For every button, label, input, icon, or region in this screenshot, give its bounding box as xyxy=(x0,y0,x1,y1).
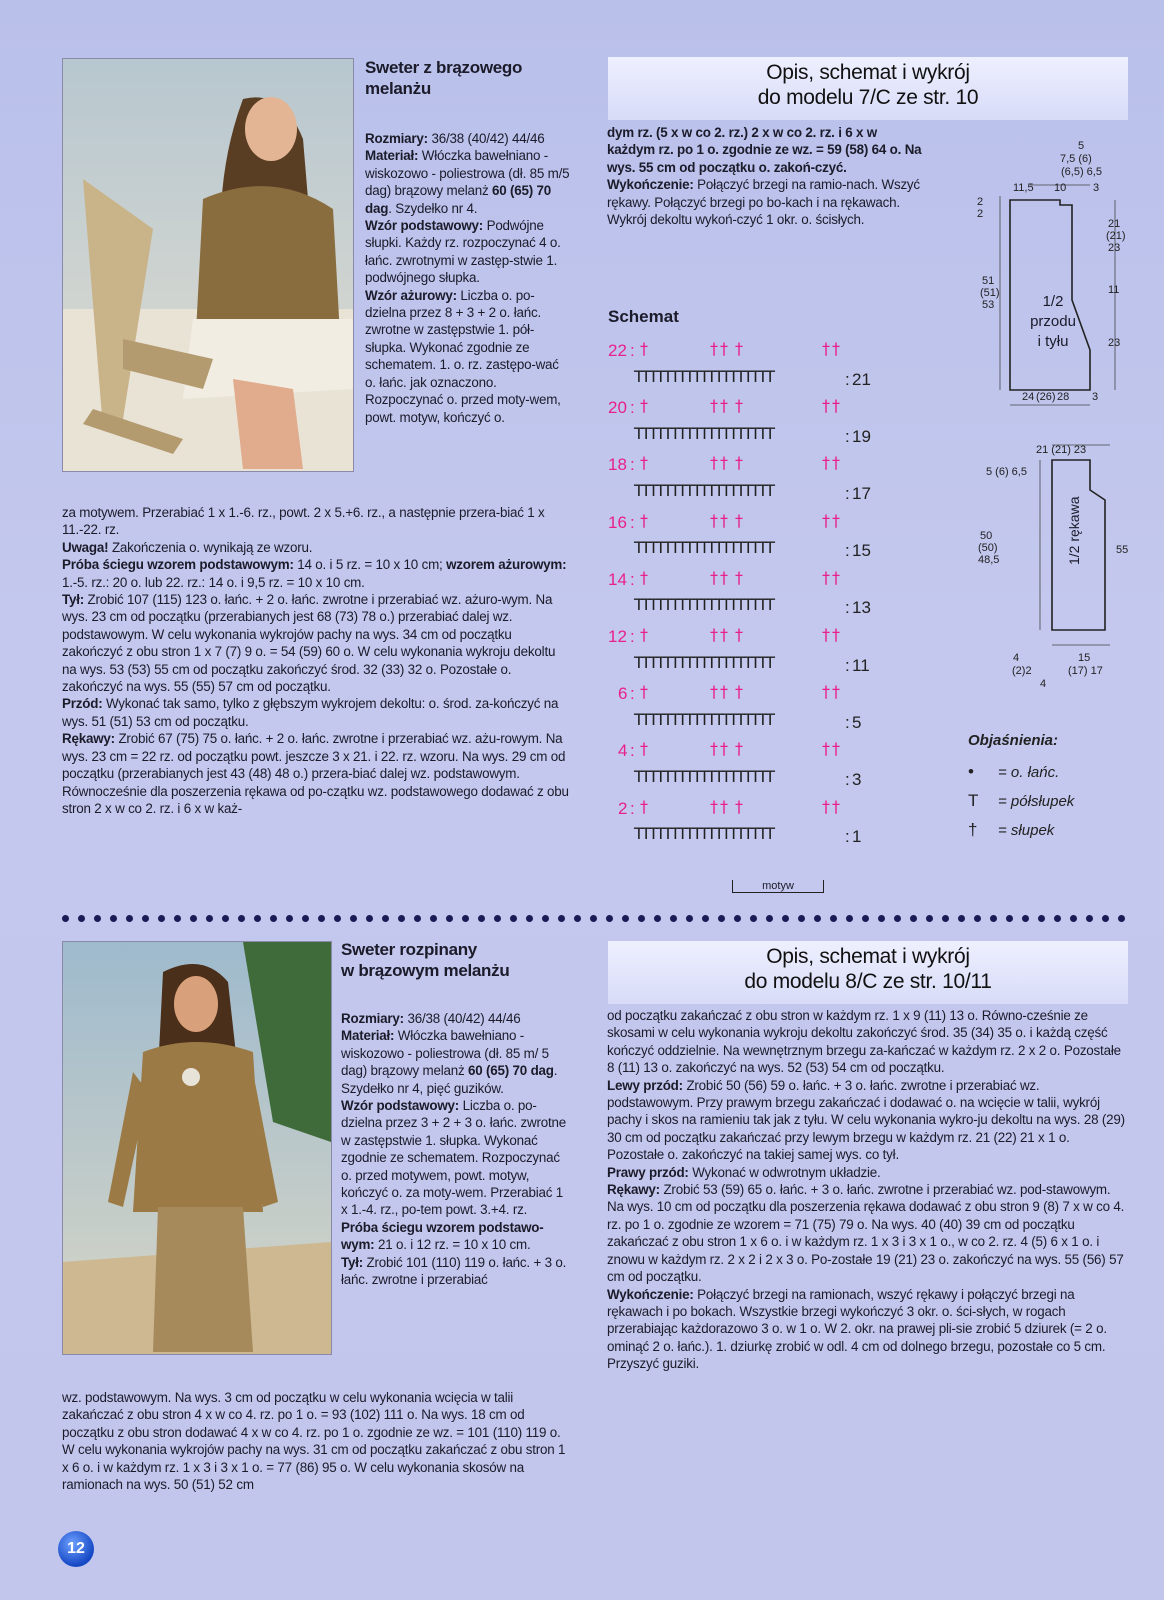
divider-dot xyxy=(846,915,853,922)
stitch-slupek-mark: † xyxy=(832,510,841,530)
bold-label: Prawy przód: xyxy=(607,1164,689,1180)
legend-symbol: • xyxy=(968,762,974,781)
diagram-top-num-4: 11,5 xyxy=(1013,182,1034,194)
divider-dot xyxy=(590,915,597,922)
divider-dot xyxy=(1006,915,1013,922)
divider-dot xyxy=(78,915,85,922)
divider-dot xyxy=(478,915,485,922)
stitch-slupek-mark: † xyxy=(720,339,729,358)
model-8-header-line2: do modelu 8/C ze str. 10/11 xyxy=(744,970,992,993)
divider-dot xyxy=(382,915,389,922)
stitch-slupek-mark: † xyxy=(710,453,719,473)
diagram-side-num-1: 51 xyxy=(982,275,995,287)
diagram-bottom-4: 3 xyxy=(1092,391,1099,403)
stitch-slupek-mark: † xyxy=(832,453,841,473)
schema-row-number: 14 xyxy=(608,569,627,589)
model-8-header-line1: Opis, schemat i wykrój xyxy=(766,945,970,968)
stitch-slupek-mark: † xyxy=(735,453,744,473)
divider-dot xyxy=(94,915,101,922)
m8narrow-paragraph xyxy=(341,1010,573,1027)
bold-label: 60 (65) 70 dag xyxy=(365,183,552,216)
legend-item xyxy=(968,758,1074,787)
stitch-slupek-mark: † xyxy=(640,396,649,416)
stitch-slupek-mark: † xyxy=(735,625,744,644)
schema-colon: : xyxy=(845,484,850,503)
model-8-header-box xyxy=(608,941,1128,1004)
divider-dot xyxy=(62,915,69,922)
schema-row-number: 21 xyxy=(852,369,871,389)
divider-dot xyxy=(798,915,805,922)
text-segment: za motywem. Przerabiać 1 x 1.-6. rz., powt. 2 x 5.+6. rz., a następnie przera-biać 1 x 11.-22. rz. xyxy=(62,505,545,538)
stitch-polslupek-row: TTTTTTTTTTTTTTTTTTT xyxy=(634,652,773,672)
stitch-slupek-mark: † xyxy=(822,339,831,358)
diagram-sleeve-label: 1/2 rękawa xyxy=(1066,496,1082,565)
legend-symbol: † xyxy=(968,820,978,839)
bold-label: Wzór podstawowy: xyxy=(365,218,484,234)
divider-dot xyxy=(318,915,325,922)
divider-dot xyxy=(350,915,357,922)
divider-dot xyxy=(142,915,149,922)
divider-dot xyxy=(494,915,501,922)
text-segment: 14 o. i 5 rz. = 10 x 10 cm; xyxy=(293,557,447,573)
divider-dot xyxy=(718,915,725,922)
stitch-slupek-mark: † xyxy=(710,339,719,358)
schema-row-number: 6 xyxy=(618,684,628,704)
m8narrow-paragraph xyxy=(341,1097,573,1219)
schema-colon: : xyxy=(630,741,635,761)
divider-dot xyxy=(542,915,549,922)
bold-label: Rękawy: xyxy=(607,1182,660,1198)
diagram-bottom-1: 24 xyxy=(1022,391,1035,403)
divider-dot xyxy=(1070,915,1077,922)
m8right-paragraph xyxy=(607,1181,1129,1285)
divider-dot xyxy=(414,915,421,922)
stitch-polslupek-row: TTTTTTTTTTTTTTTTTTT xyxy=(634,481,773,500)
section-divider xyxy=(62,915,1132,922)
text-segment: Zrobić 67 (75) 75 o. łańc. + 2 o. łańc. zwrotne i przerabiać wz. ażu-rowym. Na wys. 23 cm = 22 rz. od początku powt. jeszcze 3 x 21. i 22. rz. wzoru. Na wys. 29 cm od początku (przerabianych jest 43 (48) 48 o.) przera-biać dalej wz. podstawowym. Równocześnie dla poszerzenia rękawa od po-czątku wz. podstawowego dodawać z obu stron 2 x w co 2. rz. i 6 x w każ- xyxy=(62,731,569,816)
text-segment: Zrobić 101 (110) 119 o. łańc. + 3 o. łańc. zwrotne i przerabiać xyxy=(341,1254,567,1288)
stitch-slupek-mark: † xyxy=(832,625,841,644)
stitch-slupek-mark: † xyxy=(720,682,729,702)
stitch-slupek-mark: † xyxy=(832,339,841,358)
m8narrow-paragraph xyxy=(341,1027,573,1097)
divider-dot xyxy=(878,915,885,922)
diagram-bottom-2: (26) xyxy=(1036,391,1056,403)
schema-colon: : xyxy=(845,598,850,618)
divider-dot xyxy=(238,915,245,922)
divider-dot xyxy=(302,915,309,922)
stitch-slupek-mark: † xyxy=(640,510,649,530)
text-segment: 21 o. i 12 rz. = 10 x 10 cm. xyxy=(374,1237,531,1253)
model-8-wide-text: wz. podstawowym. Na wys. 3 cm od początku w celu wykonania wcięcia w talii zakańczać z obu stron 4 x w co 4. rz. po 1 o. = 93 (102) 111 o. Na wys. 18 cm od początku z obu stron dodawać 4 x w co 4. rz. po 1 o. zgodnie ze wz. = 101 (110) 119 o. W celu wykonania wykrojów pachy na wys. 31 cm od początku zakańczać z obu stron 1 x 6 o. i w każdym rz. 1 x 3 i 3 x 1 o. = 77 (86) 95 o. W celu wykonania skosów na ramionach na wys. 50 (51) 52 cm xyxy=(62,1390,566,1493)
stitch-slupek-mark: † xyxy=(822,796,831,816)
m8right-paragraph xyxy=(607,1164,1129,1181)
legend-text: = słupek xyxy=(998,822,1055,839)
diagram-sleeve-bottom-1: 4 xyxy=(1013,652,1020,664)
text-segment: Połączyć brzegi na ramionach, wszyć rękawy i połączyć brzegi na rękawach i po bokach. Wszystkie brzegi wykończyć 3 okr. o. ści-słych, w rogach przerabiając każdorazowo 3 o. w 1 o. W 2. okr. na prawej pli-sie zrobić 5 dziurek (= 2 o. ominąć 2 o. łańc.). 1. dziurkę zrobić w odl. 4 cm od dolnego brzegu, pozostałe co 5 cm. Przyszyć guziki. xyxy=(607,1286,1107,1372)
text-segment: Włóczka bawełniano - wiskozowo - poliestrowa (dł. 85 m/ 5 dag) brązowy melanż xyxy=(341,1028,549,1079)
diagram-sleeve-bottom-5: 4 xyxy=(1040,678,1047,690)
divider-dot xyxy=(1054,915,1061,922)
schema-colon: : xyxy=(845,712,850,732)
stitch-polslupek-row: TTTTTTTTTTTTTTTTTTT xyxy=(634,366,773,386)
divider-dot xyxy=(670,915,677,922)
stitch-slupek-mark: † xyxy=(822,625,831,644)
stitch-slupek-mark: † xyxy=(710,796,719,816)
diagram-top-num-1: 5 xyxy=(1078,140,1085,152)
diagram-right-num-3: 23 xyxy=(1108,242,1121,254)
divider-dot xyxy=(830,915,837,922)
stitch-slupek-mark: † xyxy=(735,739,744,759)
stitch-slupek-mark: † xyxy=(822,510,831,530)
stitch-slupek-mark: † xyxy=(720,510,729,530)
text-segment: Zrobić 53 (59) 65 o. łańc. + 3 o. łańc. zwrotne i przerabiać wz. pod-stawowym. Na wys. 10 cm od początku dla poszerzenia rękawa dodawać z obu stron 9 (8) 7 x w co 4. rz. po 1 o. zgodnie ze wzorem = 71 (75) 79 o. Na wys. 40 (40) 39 cm od początku zakańczać z obu stron 1 x 6 o. i w każdym rz. 1 x 3 i 3 x 1 o., w co 2. rz. 4 (5) 6 x 1 o. i znowu w każdym rz. 2 x 2 i 2 x 3 o. Po-zostałe 19 (21) 23 o. zakończyć na wys. 55 (56) 57 cm od początku. xyxy=(607,1182,1125,1285)
text-segment: . Szydełko nr 4. xyxy=(388,200,478,216)
diagram-right-num-5: 23 xyxy=(1108,337,1121,349)
divider-dot xyxy=(254,915,261,922)
text-segment: 1.-5. rz.: 20 o. lub 22. rz.: 14 o. i 9,5 rz. = 10 x 10 cm. xyxy=(62,574,365,590)
stitch-slupek-mark: † xyxy=(720,567,729,587)
schema-colon: : xyxy=(630,798,635,818)
divider-dot xyxy=(462,915,469,922)
stitch-slupek-mark: † xyxy=(710,682,719,702)
bold-label: Próba ściegu wzorem podstawowym: xyxy=(62,557,294,573)
divider-dot xyxy=(686,915,693,922)
divider-dot xyxy=(942,915,949,922)
diagram-top-num-6: 3 xyxy=(1093,182,1100,194)
text-segment: 36/38 (40/42) 44/46 xyxy=(427,131,545,146)
stitch-polslupek-row: TTTTTTTTTTTTTTTTTTT xyxy=(634,423,773,443)
divider-dot xyxy=(270,915,277,922)
stitch-slupek-mark: † xyxy=(720,625,729,644)
stitch-slupek-mark: † xyxy=(822,453,831,473)
schema-colon: : xyxy=(630,627,635,646)
text-segment: Wykonać tak samo, tylko z głębszym wykrojem dekoltu: o. środ. za-kończyć na wys. 51 (51) 53 cm od początku. xyxy=(62,696,559,729)
diagram-sleeve-top: 21 (21) 23 xyxy=(1036,444,1087,456)
text-segment: Połączyć brzegi na ramio-nach. Wszyć rękawy. Połączyć brzegi po bo-kach i na rękawach. Wykrój dekoltu wykoń-czyć 1 okr. o. ścisłych. xyxy=(607,177,920,228)
diagram-side-num-3: 53 xyxy=(982,299,995,311)
text-segment: Podwójne słupki. Każdy rz. rozpoczynać 4 o. łańc. zwrotnymi w zastęp-stwie 1. podwójnego słupka. xyxy=(365,218,561,286)
stitch-slupek-mark: † xyxy=(822,682,831,702)
divider-dot xyxy=(174,915,181,922)
stitch-slupek-mark: † xyxy=(735,682,744,702)
diagram-sleeve-left: 5 (6) 6,5 xyxy=(986,466,1027,478)
divider-dot xyxy=(1102,915,1109,922)
bold-label: Wykończenie: xyxy=(607,1286,694,1302)
diagram-sleeve-side-2: (50) xyxy=(978,542,998,554)
diagram-right-num-2: (21) xyxy=(1106,230,1126,242)
m8narrow-paragraph xyxy=(341,1219,573,1254)
stitch-slupek-mark: † xyxy=(640,796,649,816)
stitch-slupek-mark: † xyxy=(710,567,719,587)
schema-colon: : xyxy=(845,770,850,789)
stitch-slupek-mark: † xyxy=(735,339,744,358)
stitch-slupek-mark: † xyxy=(640,739,649,759)
legend-item xyxy=(968,787,1074,816)
bold-label: Materiał: xyxy=(341,1028,395,1044)
model-7-title: Sweter z brązowego melanżu xyxy=(365,58,523,98)
m8right-paragraph xyxy=(607,1286,1129,1373)
text-segment: od początku zakańczać z obu stron w każdym rz. 1 x 9 (11) 13 o. Równo-cześnie ze skosami w celu wykonania wykroju dekoltu zakończyć środ. 35 (34) 35 o. i każdą część kończyć oddzielnie. Na wewnętrznym brzegu za-kańczać w każdym rz. 2 x 2 o. Pozostałe 8 (11) 13 o. zakończyć na wys. 52 (53) 54 cm od początku. xyxy=(607,1008,1121,1076)
text-segment: Wykonać w odwrotnym układzie. xyxy=(688,1164,881,1180)
divider-dot xyxy=(606,915,613,922)
schema-colon: : xyxy=(845,655,850,675)
divider-dot xyxy=(782,915,789,922)
stitch-slupek-mark: † xyxy=(710,739,719,759)
diagram-top-num-2: 7,5 (6) xyxy=(1060,153,1092,165)
front-label-line3: i tyłu xyxy=(1037,333,1069,350)
stitch-slupek-mark: † xyxy=(640,339,649,358)
divider-dot xyxy=(638,915,645,922)
stitch-slupek-mark: † xyxy=(720,796,729,816)
model-7-header-line2: do modelu 7/C ze str. 10 xyxy=(757,86,979,109)
schema-row-number: 12 xyxy=(608,627,627,646)
stitch-slupek-mark: † xyxy=(822,739,831,759)
legend-text: = o. łańc. xyxy=(998,764,1060,781)
divider-dot xyxy=(558,915,565,922)
legend-text: = półsłupek xyxy=(998,793,1075,810)
divider-dot xyxy=(190,915,197,922)
diagram-left-small-2: 2 xyxy=(977,208,984,220)
model-7-header-line1: Opis, schemat i wykrój xyxy=(766,61,970,84)
schema-row-number: 2 xyxy=(618,798,628,818)
text-segment: Zrobić 107 (115) 123 o. łańc. + 2 o. łańc. zwrotne i przerabiać wz. ażuro-wym. Na wys. 23 cm od początku (przerabianych jest 68 (73) 78 o.) przerabiać dalej wz. podstawowym. W celu wykonania wykrojów pachy na wys. 34 cm od początku zakończyć z obu stron 1 x 7 (7) 9 o. = 54 (59) 60 o. W celu wykonania wykroju dekoltu na wys. 53 (53) 55 cm od początku zakończyć środ. 32 (33) 32 o. Pozostałe o. zakończyć na wys. 55 (55) 57 cm od początku. xyxy=(62,592,556,695)
stitch-slupek-mark: † xyxy=(735,567,744,587)
diagram-right-num-1: 21 xyxy=(1108,218,1121,230)
schema-colon: : xyxy=(630,569,635,589)
m8right-paragraph xyxy=(607,1077,1129,1164)
schema-colon: : xyxy=(845,827,850,847)
model-8-title xyxy=(341,939,571,981)
divider-dot xyxy=(990,915,997,922)
divider-dot xyxy=(910,915,917,922)
stitch-slupek-mark: † xyxy=(735,396,744,416)
schema-row-number: 5 xyxy=(852,712,862,732)
m8narrow-paragraph xyxy=(341,1254,573,1289)
diagram-sleeve-bottom-3: (2)2 xyxy=(1012,665,1032,677)
divider-dot xyxy=(526,915,533,922)
divider-dot xyxy=(398,915,405,922)
stitch-slupek-mark: † xyxy=(640,567,649,587)
legend-symbol: T xyxy=(968,791,979,810)
divider-dot xyxy=(958,915,965,922)
model-8-narrow-column xyxy=(341,1010,573,1289)
stitch-slupek-mark: † xyxy=(640,625,649,644)
stitch-slupek-mark: † xyxy=(822,396,831,416)
text-segment: Włóczka bawełniano - wiskozowo - poliestrowa (dł. 85 m/5 dag) brązowy melanż xyxy=(365,148,570,199)
bold-label: Próba ściegu wzorem podstawo-wym: xyxy=(341,1219,544,1253)
legend xyxy=(968,758,1074,845)
schema-row-number: 1 xyxy=(852,827,862,847)
stitch-slupek-mark: † xyxy=(735,510,744,530)
diagram-sleeve-side-3: 48,5 xyxy=(978,554,1000,566)
divider-dot xyxy=(1038,915,1045,922)
divider-dot xyxy=(926,915,933,922)
schema-colon: : xyxy=(630,455,635,475)
divider-dot xyxy=(894,915,901,922)
divider-dot xyxy=(206,915,213,922)
divider-dot xyxy=(1022,915,1029,922)
bold-label: Lewy przód: xyxy=(607,1077,683,1093)
model-8-title-line1: Sweter rozpinany xyxy=(341,940,477,959)
stitch-slupek-mark: † xyxy=(735,796,744,816)
front-label-line2: przodu xyxy=(1030,313,1076,330)
page-number: 12 xyxy=(58,1531,94,1567)
stitch-slupek-mark: † xyxy=(832,796,841,816)
bold-label: 60 (65) 70 dag xyxy=(468,1063,554,1079)
stitch-slupek-mark: † xyxy=(832,396,841,416)
stitch-slupek-mark: † xyxy=(832,567,841,587)
stitch-slupek-mark: † xyxy=(710,396,719,416)
divider-dot xyxy=(366,915,373,922)
divider-dot xyxy=(766,915,773,922)
m8right-paragraph xyxy=(607,1007,1129,1077)
bold-label: Uwaga! xyxy=(62,539,109,555)
model-8-title-line2: w brązowym melanżu xyxy=(341,961,510,980)
stitch-slupek-mark: † xyxy=(710,510,719,530)
divider-dot xyxy=(430,915,437,922)
bold-label: Wzór podstawowy: xyxy=(341,1098,460,1114)
divider-dot xyxy=(654,915,661,922)
motyw-bracket: motyw xyxy=(732,880,824,893)
model-8-photo-illustration xyxy=(63,942,331,1354)
text-segment: 36/38 (40/42) 44/46 xyxy=(403,1011,521,1026)
divider-dot xyxy=(622,915,629,922)
schemat-label: Schemat xyxy=(608,307,679,326)
stitch-slupek-mark: † xyxy=(720,739,729,759)
divider-dot xyxy=(734,915,741,922)
schema-colon: : xyxy=(845,541,850,561)
stitch-polslupek-row: TTTTTTTTTTTTTTTTTTT xyxy=(634,538,773,558)
schema-row-number: 20 xyxy=(608,398,627,418)
divider-dot xyxy=(286,915,293,922)
stitch-slupek-mark: † xyxy=(720,453,729,473)
schema-row-number: 22 xyxy=(608,341,627,360)
diagram-right-num-4: 11 xyxy=(1108,284,1120,296)
bold-label: Przód: xyxy=(62,696,103,712)
divider-dot xyxy=(446,915,453,922)
text-segment: Zrobić 50 (56) 59 o. łańc. + 3 o. łańc. zwrotne i przerabiać wz. podstawowym. Przy prawym brzegu zakańczać i dodawać o. na wcięcie w talii, wykrój pachy i skos na ramieniu tak jak z tyłu. W celu wykonania wykro-ju dekoltu na wys. 28 (29) 30 cm od początku zakańczać przy lewym brzegu w każdym rz. 21 (22) 21 x 1 o. Pozostałe o. zakończyć na takiej samej wys. co tył. xyxy=(607,1077,1125,1163)
stitch-slupek-mark: † xyxy=(720,396,729,416)
divider-dot xyxy=(110,915,117,922)
text-segment: Zakończenia o. wynikają ze wzoru. xyxy=(108,539,313,555)
diagram-sleeve-side-1: 50 xyxy=(980,530,993,542)
bold-label: Tył: xyxy=(341,1254,364,1270)
divider-dot xyxy=(126,915,133,922)
diagram-sleeve-bottom-2: 15 xyxy=(1078,652,1091,664)
schema-colon: : xyxy=(630,341,635,360)
model-8-wide-column xyxy=(62,1389,573,1493)
legend-item xyxy=(968,816,1074,845)
schema-row-number: 3 xyxy=(852,770,862,789)
schema-row-number: 18 xyxy=(608,455,627,475)
bold-label: dym rz. (5 x w co 2. rz.) 2 x w co 2. rz. i 6 x w każdym rz. po 1 o. zgodnie ze wz. = 59 (58) 64 o. Na wys. 55 cm od początku o. zakoń-czyć. xyxy=(607,125,922,175)
stitch-polslupek-row: TTTTTTTTTTTTTTTTTTT xyxy=(634,709,773,729)
schema-colon: : xyxy=(630,684,635,704)
stitch-slupek-mark: † xyxy=(640,682,649,702)
bold-label: Rękawy: xyxy=(62,731,115,747)
schema-colon: : xyxy=(845,426,850,446)
stitch-slupek-mark: † xyxy=(710,625,719,644)
schema-row-number: 17 xyxy=(852,484,871,503)
divider-dot xyxy=(510,915,517,922)
bold-label: Tył: xyxy=(62,592,85,608)
bold-label: Rozmiary: xyxy=(341,1011,404,1026)
diagram-bottom-3: 28 xyxy=(1057,391,1070,403)
diagram-left-small-1: 2 xyxy=(977,196,984,208)
schema-row-number: 19 xyxy=(852,426,871,446)
schema-colon: : xyxy=(630,512,635,532)
pattern-diagram xyxy=(960,130,1130,700)
divider-dot xyxy=(222,915,229,922)
diagram-top-num-5: 10 xyxy=(1054,182,1067,194)
model-8-right-column xyxy=(607,1007,1129,1373)
schema-row-number: 13 xyxy=(852,598,871,618)
stitch-slupek-mark: † xyxy=(832,739,841,759)
stitch-polslupek-row: TTTTTTTTTTTTTTTTTTT xyxy=(634,824,773,844)
diagram-sleeve-right: 55 xyxy=(1116,544,1129,556)
divider-dot xyxy=(814,915,821,922)
divider-dot xyxy=(750,915,757,922)
divider-dot xyxy=(1086,915,1093,922)
divider-dot xyxy=(334,915,341,922)
divider-dot xyxy=(574,915,581,922)
diagram-side-num-2: (51) xyxy=(980,287,1000,299)
stitch-slupek-mark: † xyxy=(822,567,831,587)
stitch-polslupek-row: TTTTTTTTTTTTTTTTTTT xyxy=(634,767,773,786)
divider-dot xyxy=(974,915,981,922)
front-label-line1: 1/2 xyxy=(1042,293,1064,310)
model-8-photo xyxy=(62,941,332,1355)
stitch-slupek-mark: † xyxy=(640,453,649,473)
schema-row-number: 4 xyxy=(618,741,628,761)
diagram-sleeve-bottom-4: (17) 17 xyxy=(1068,665,1103,677)
schema-colon: : xyxy=(845,369,850,389)
diagram-front-label xyxy=(1018,292,1088,352)
schema-row-number: 15 xyxy=(852,541,871,561)
bold-label: Materiał: xyxy=(365,148,419,164)
text-segment: . Szydełko nr 4, pięć guzików. xyxy=(341,1063,558,1096)
bold-label: Rozmiary: xyxy=(365,131,428,146)
stitch-polslupek-row: TTTTTTTTTTTTTTTTTTT xyxy=(634,595,773,615)
bold-label: Wykończenie: xyxy=(607,177,694,193)
divider-dot xyxy=(158,915,165,922)
text-segment: Liczba o. po-dzielna przez 3 + 2 + 3 o. łańc. zwrotne w zastępstwie 1. słupka. Wykonać zgodnie ze schematem. Rozpoczynać o. przed motywem, powt. motyw, kończyć o. za moty-wem. Przerabiać 1 x 1.-4. rz., po-tem powt. 3.+4. rz. xyxy=(341,1098,566,1218)
divider-dot xyxy=(1118,915,1125,922)
schema-row-number: 16 xyxy=(608,512,627,532)
schema-colon: : xyxy=(630,398,635,418)
bold-label: Wzór ażurowy: xyxy=(365,287,457,303)
bold-label: wzorem ażurowym: xyxy=(446,557,567,573)
legend-title: Objaśnienia: xyxy=(968,732,1059,749)
schema-row-number: 11 xyxy=(852,655,870,675)
diagram-top-num-3: (6,5) 6,5 xyxy=(1061,166,1102,178)
divider-dot xyxy=(702,915,709,922)
divider-dot xyxy=(862,915,869,922)
stitch-slupek-mark: † xyxy=(832,682,841,702)
text-segment: Liczba o. po-dzielna przez 8 + 3 + 2 o. łańc. zwrotne w zastępstwie 1. pół-słupka. Wykonać zgodnie ze schematem. 1. o. rz. zastępo-wać o. łańc. jak oznaczono. Rozpoczynać o. przed moty-wem, powt. motyw, kończyć o. xyxy=(365,287,561,425)
